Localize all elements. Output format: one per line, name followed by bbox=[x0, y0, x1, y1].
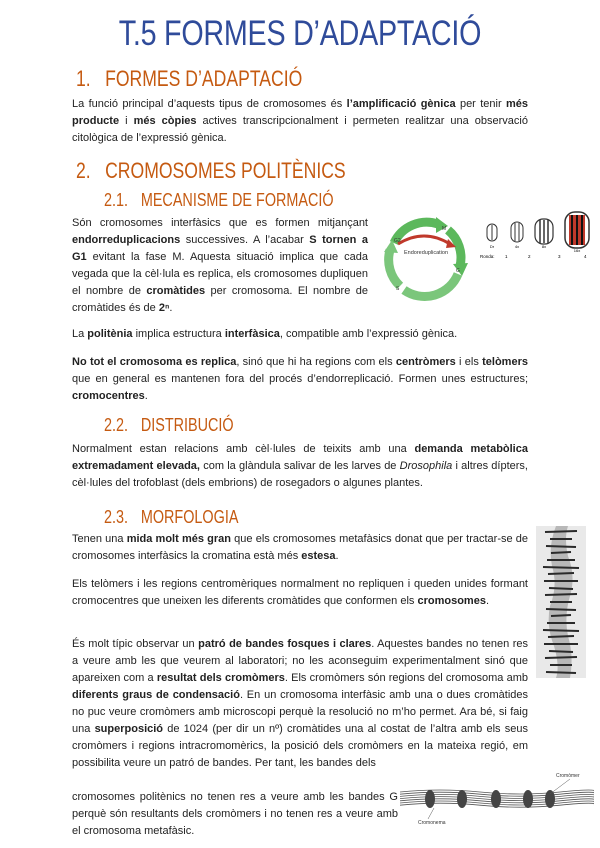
subsection-number: 2.2. bbox=[104, 415, 129, 435]
polytene-chromosome-micrograph bbox=[536, 526, 586, 678]
italic-term: Drosophila bbox=[399, 460, 453, 472]
subsection-2-1-heading bbox=[104, 190, 334, 211]
bold-term: més còpies bbox=[133, 115, 197, 127]
bold-term: interfàsica bbox=[224, 328, 280, 340]
section-number: 2. bbox=[76, 158, 91, 183]
section-1-heading bbox=[76, 66, 302, 92]
bold-term: cromosomes bbox=[417, 595, 486, 607]
bold-term: estesa bbox=[301, 550, 336, 562]
bold-term: més producte bbox=[72, 98, 529, 127]
paragraph-function bbox=[72, 96, 528, 147]
text-run: , sinó que hi ha regions com els bbox=[236, 356, 396, 368]
text-run: successives. A l’acabar bbox=[180, 234, 310, 246]
paragraph-replication bbox=[72, 354, 528, 405]
cycle-center-label: Endoreduplication bbox=[403, 250, 449, 256]
bold-term: telòmers bbox=[482, 356, 528, 368]
paragraph-mechanism bbox=[72, 215, 368, 317]
round-3: 3 bbox=[558, 254, 561, 259]
text-run: . Els cromòmers són regions del cromosoma amb bbox=[284, 672, 528, 684]
rounds-label: Ronda: bbox=[480, 254, 495, 259]
paragraph-polyteny bbox=[72, 326, 528, 343]
bold-term: 2ⁿ bbox=[158, 302, 170, 314]
subsection-title: DISTRIBUCIÓ bbox=[140, 415, 234, 435]
chromomere bbox=[425, 790, 435, 808]
subsection-number: 2.1. bbox=[104, 190, 129, 210]
section-title: FORMES D’ADAPTACIÓ bbox=[105, 66, 303, 91]
bold-term: patró de bandes fosques i clares bbox=[198, 638, 372, 650]
text-run: . bbox=[144, 390, 148, 402]
chromosome-band bbox=[545, 594, 577, 595]
text-run: Tenen una bbox=[72, 533, 127, 545]
text-run: Normalment estan relacions amb cèl·lules de teixits amb una bbox=[72, 443, 415, 455]
chromosome-band bbox=[546, 609, 576, 610]
bold-term: diferents graus de condensació bbox=[72, 689, 240, 701]
chromomere bbox=[523, 790, 533, 808]
text-run: actives transcripcionalment i permeten realitzar una observació citològica de l’expressió gènica. bbox=[72, 115, 528, 144]
chromosome-band bbox=[546, 672, 576, 673]
subsection-2-3-heading bbox=[104, 507, 238, 528]
subsection-title: MORFOLOGIA bbox=[140, 507, 239, 527]
chromomere bbox=[457, 790, 467, 808]
round-4: 4 bbox=[584, 254, 587, 259]
chromomere bbox=[491, 790, 501, 808]
chromosome-band bbox=[543, 630, 579, 631]
round-1: 1 bbox=[505, 254, 508, 259]
bold-term: cromocentres bbox=[72, 390, 145, 402]
chromosome-band bbox=[549, 588, 573, 589]
text-run: . bbox=[335, 550, 339, 562]
bold-term: demanda metabòlica extremadament elevada, bbox=[72, 443, 528, 472]
text-run: que els cromosomes metafàsics donat que per tractar-se de cromosomes interfàsics la cromatina està més bbox=[72, 533, 529, 562]
text-run: per tenir bbox=[455, 98, 506, 110]
text-run: . En un cromosoma interfàsic amb una o dues cromàtides no puc veure cromòmers amb microscopi perquè la resolució no m’ho permet. Ara bé, si faig una bbox=[72, 689, 529, 735]
section-number: 1. bbox=[76, 66, 91, 91]
scale-label-3: 8x bbox=[541, 244, 547, 249]
bold-term: S tornen a G1 bbox=[72, 234, 368, 263]
chromosome-band bbox=[545, 657, 577, 658]
chromomere-label: Cromòmer bbox=[556, 773, 580, 779]
text-run: . Aquestes bandes no tenen res a veure amb les que veurem al laboratori; no les aconseguim experimentalment sinó que apareixen com a bbox=[72, 638, 529, 684]
scale-label-4: 16x bbox=[573, 248, 581, 253]
chromonema-label: Cromonema bbox=[418, 820, 446, 826]
text-run: . bbox=[485, 595, 490, 607]
round-2: 2 bbox=[528, 254, 531, 259]
paragraph-bands-end bbox=[72, 789, 398, 840]
paragraph-distribution bbox=[72, 441, 528, 492]
text-run: que en general es mantenen fora del procés d’endorreplicació. Formen unes estructures; bbox=[72, 373, 528, 385]
text-run: . bbox=[169, 302, 173, 314]
paragraph-bands bbox=[72, 636, 528, 772]
chromomere bbox=[545, 790, 555, 808]
phase-label-m: M bbox=[442, 226, 447, 232]
bold-term: cromàtides bbox=[146, 285, 206, 297]
text-run: per cromosoma. El nombre de cromàtides és de bbox=[72, 285, 369, 314]
bold-term: resultat dels cromòmers bbox=[156, 672, 285, 684]
chromomere-fibers-diagram bbox=[400, 768, 594, 828]
endoreduplication-cycle-diagram bbox=[376, 208, 476, 308]
bold-term: centròmers bbox=[395, 356, 456, 368]
text-run: i bbox=[119, 115, 134, 127]
section-title: CROMOSOMES POLITÈNICS bbox=[105, 158, 346, 183]
text-run: La funció principal d’aquests tipus de cromosomes és bbox=[72, 98, 347, 110]
chromosome-band bbox=[548, 573, 574, 574]
paragraph-size bbox=[72, 531, 528, 565]
bold-term: politènia bbox=[87, 328, 133, 340]
chromosome-band bbox=[545, 531, 577, 532]
bold-term: superposició bbox=[94, 723, 164, 735]
text-run: , compatible amb l’expressió gènica. bbox=[279, 328, 458, 340]
scale-label-1: Dr bbox=[489, 244, 495, 249]
paragraph-telomeres bbox=[72, 576, 528, 610]
text-run: de 1024 (per dir un nº) cromàtides una al costat de l’altra amb els seus cromòmers i regions intracromomèrics, la posició dels cromòmers en la mateixa regió, em possibilita veure un patró de bandes. Per tant, les bandes dels bbox=[72, 723, 528, 769]
bold-term: endorreduplicacions bbox=[72, 234, 181, 246]
scale-label-2: 4x bbox=[514, 244, 520, 249]
text-run: implica estructura bbox=[132, 328, 225, 340]
text-run: i els bbox=[455, 356, 483, 368]
chromosome-band bbox=[551, 552, 571, 553]
phase-label-s: S bbox=[396, 286, 400, 292]
chromosome-band bbox=[543, 567, 579, 568]
section-2-heading bbox=[76, 158, 346, 184]
text-run: i altres dípters, cèl·lules del trofoblast (dels embrions) de rosegadors o algunes plantes. bbox=[72, 460, 528, 489]
text-run: Són cromosomes interfàsics que es formen mitjançant bbox=[72, 217, 368, 229]
chromosome-band bbox=[548, 636, 574, 637]
polyteny-rounds-diagram bbox=[478, 207, 594, 267]
chromosome-band bbox=[551, 615, 571, 616]
text-run: com la glàndula salivar de les larves de bbox=[199, 460, 400, 472]
text-run: És molt típic observar un bbox=[72, 638, 199, 650]
bold-term: l’amplificació gènica bbox=[346, 98, 456, 110]
bold-term: No tot el cromosoma es replica bbox=[72, 356, 237, 368]
subsection-number: 2.3. bbox=[104, 507, 129, 527]
text-run: Els telòmers i les regions centromèriques normalment no repliquen i queden unides formant cromocentres que uneixen les diferents cromàtides que conformen els bbox=[72, 578, 528, 607]
phase-label-g: G bbox=[456, 268, 460, 274]
text-run: cromosomes politènics no tenen res a veure amb les bandes G perquè són resultants dels cromòmers i no tenen res a veure amb el cromosoma metafàsic. bbox=[72, 791, 398, 837]
page-title: T.5 FORMES D’ADAPTACIÓ bbox=[118, 14, 482, 53]
bold-term: mida molt més gran bbox=[126, 533, 231, 545]
subsection-title: MECANISME DE FORMACIÓ bbox=[140, 190, 334, 210]
chromosome-band bbox=[546, 546, 576, 547]
subsection-2-2-heading bbox=[104, 415, 234, 436]
chromosome-band bbox=[549, 651, 573, 652]
text-run: La bbox=[72, 328, 88, 340]
text-run: evitant la fase M. Aquesta situació implica que cada vegada que la cèl·lula es replica, els cromosomes dupliquen el nombre de bbox=[72, 251, 368, 297]
phase-label-g2: G2 bbox=[394, 238, 401, 244]
